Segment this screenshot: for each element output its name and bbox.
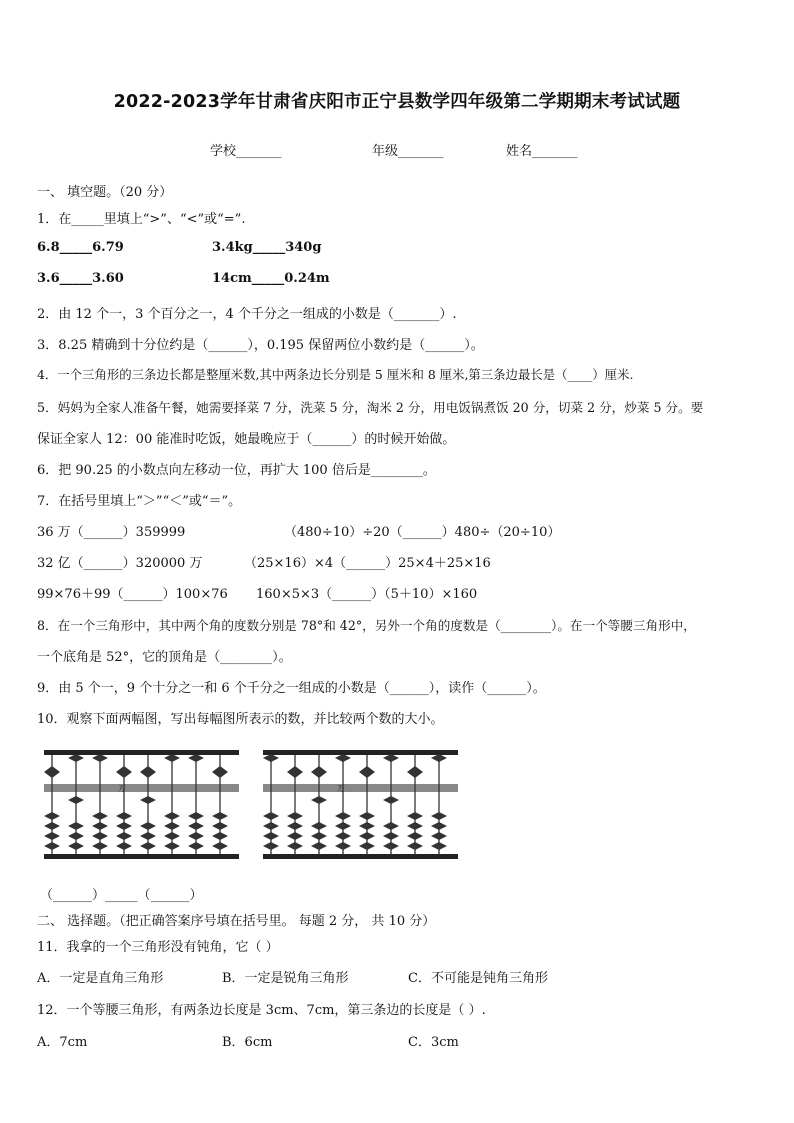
q11-option-b: B．一定是锐角三角形	[222, 971, 349, 986]
q1-b: 3.4kg_____340g	[212, 240, 322, 255]
abacus-left-unit-label: 万	[118, 784, 126, 793]
q7-r3b: 160×5×3（______）（5＋10）×160	[256, 587, 478, 602]
q12-option-c: C．3cm	[408, 1035, 459, 1050]
q1-d: 14cm_____0.24m	[212, 271, 330, 286]
school-field: 学校_______	[210, 144, 282, 159]
q7-r1a: 36 万（______）359999	[37, 525, 186, 540]
q7-r2a: 32 亿（______）320000 万	[37, 556, 203, 571]
q9: 9．由 5 个一，9 个十分之一和 6 个千分之一组成的小数是（______），读作（______）。	[37, 681, 546, 696]
q1-c: 3.6_____3.60	[37, 271, 124, 286]
q12-option-b: B．6cm	[222, 1035, 273, 1050]
grade-field: 年级_______	[372, 144, 444, 159]
q7-r1b: （480÷10）÷20（______）480÷（20÷10）	[284, 525, 561, 540]
q11-option-a: A．一定是直角三角形	[37, 971, 164, 986]
q4: 4．一个三角形的三条边长都是整厘米数,其中两条边长分别是 5 厘米和 8 厘米,第三条边最长是（____）厘米.	[37, 367, 634, 382]
q1-a: 6.8_____6.79	[37, 240, 124, 255]
q5-line2: 保证全家人 12：00 能准时吃饭，她最晚应于（______）的时候开始做。	[37, 432, 456, 447]
name-field: 姓名_______	[506, 144, 578, 159]
q7-r3a: 99×76＋99（______）100×76	[37, 587, 228, 602]
abacus-figure-right	[263, 748, 458, 860]
q8-line1: 8．在一个三角形中，其中两个角的度数分别是 78°和 42°，另外一个角的度数是（________）。在一个等腰三角形中，	[37, 618, 696, 633]
q11-stem: 11．我拿的一个三角形没有钝角，它（ ）	[37, 940, 279, 955]
q12-option-a: A．7cm	[37, 1035, 88, 1050]
q10-answer: （______）_____（______）	[40, 888, 203, 903]
q3: 3．8.25 精确到十分位约是（______），0.195 保留两位小数约是（______）。	[37, 338, 484, 353]
q12-stem: 12．一个等腰三角形，有两条边长度是 3cm、7cm，第三条边的长度是（ ）.	[37, 1003, 486, 1018]
abacus-figure-left	[44, 748, 239, 860]
exam-title: 2022-2023学年甘肃省庆阳市正宁县数学四年级第二学期期末考试试题	[113, 92, 681, 112]
q1-stem: 1．在_____里填上“>”、“<”或“=”.	[37, 212, 246, 227]
abacus-right-unit-label: 万	[337, 784, 345, 793]
q2: 2．由 12 个一，3 个百分之一，4 个千分之一组成的小数是（_______）.	[37, 307, 457, 322]
q8-line2: 一个底角是 52°，它的顶角是（________）。	[37, 650, 292, 665]
section-choice-heading: 二、 选择题。（把正确答案序号填在括号里。 每题 2 分， 共 10 分）	[37, 914, 436, 929]
section-fill-heading: 一、 填空题。（20 分）	[37, 185, 173, 200]
q5-line1: 5．妈妈为全家人准备午餐，她需要择菜 7 分，洗菜 5 分，淘米 2 分，用电饭锅煮饭 20 分，切菜 2 分，炒菜 5 分。要	[37, 400, 704, 415]
q11-option-c: C．不可能是钝角三角形	[408, 971, 548, 986]
q6: 6．把 90.25 的小数点向左移动一位，再扩大 100 倍后是________。	[37, 463, 436, 478]
q10-stem: 10．观察下面两幅图，写出每幅图所表示的数，并比较两个数的大小。	[37, 712, 444, 727]
q7-stem: 7．在括号里填上“＞”“＜”或“＝”。	[37, 494, 242, 509]
q7-r2b: （25×16）×4（______）25×4＋25×16	[244, 556, 491, 571]
